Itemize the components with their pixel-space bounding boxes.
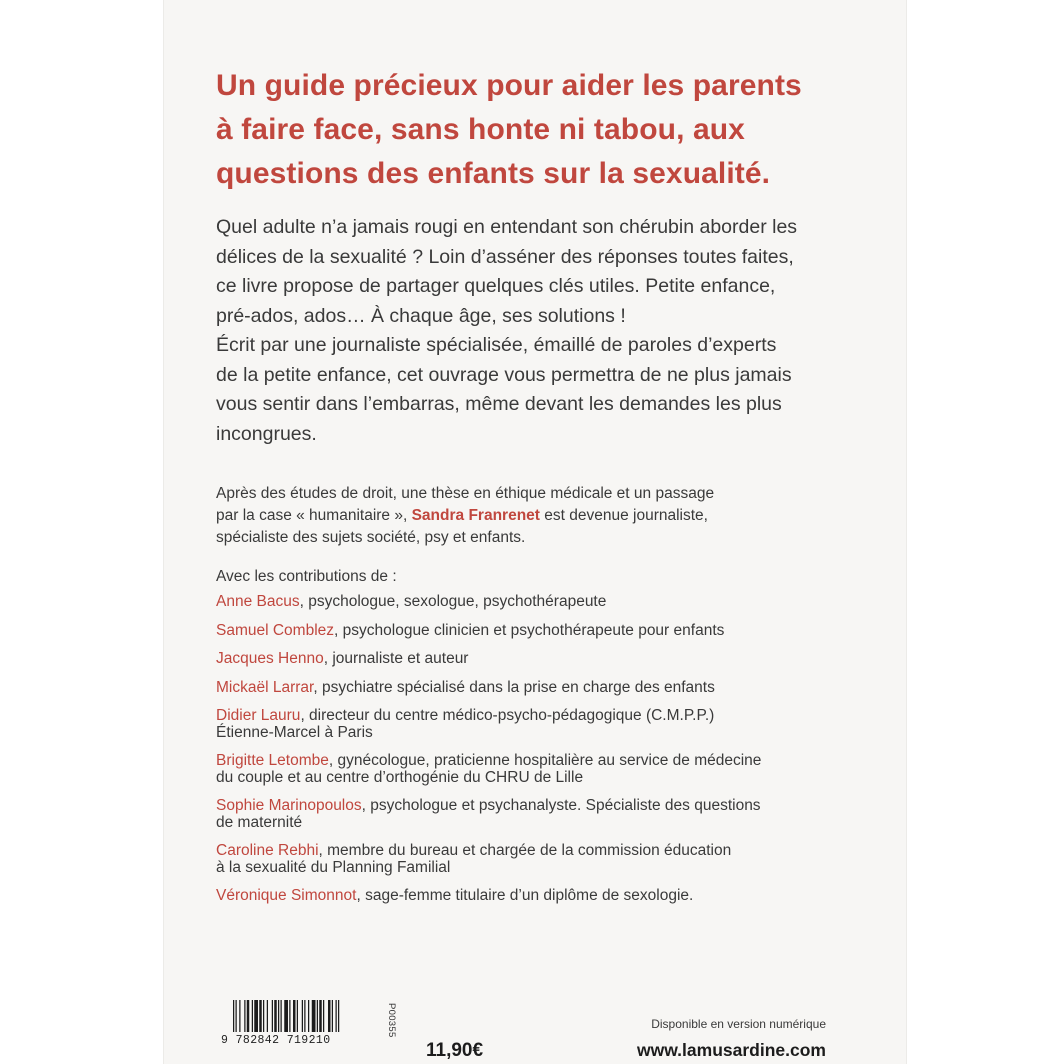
barcode-bar xyxy=(297,1000,298,1032)
contributor-item xyxy=(216,753,906,786)
barcode-bar xyxy=(247,1000,250,1032)
tagline xyxy=(216,64,896,196)
contributor-name: Mickaël Larrar xyxy=(216,678,314,696)
barcode-bar xyxy=(312,1000,316,1032)
contributor-item xyxy=(216,623,906,640)
intro-line: ce livre propose de partager quelques clés utiles. Petite enfance, xyxy=(216,275,776,297)
author-bio-text: par la case « humanitaire », xyxy=(216,507,412,524)
barcode-bar xyxy=(308,1000,309,1032)
barcode-bar xyxy=(239,1000,240,1032)
publisher-website: www.lamusardine.com xyxy=(637,1040,826,1060)
barcode-bar xyxy=(252,1000,253,1032)
barcode-bar xyxy=(281,1000,282,1032)
contributor-role: à la sexualité du Planning Familial xyxy=(216,858,451,876)
contributor-role: , journaliste et auteur xyxy=(323,650,469,667)
barcode-bar xyxy=(272,1000,273,1032)
isbn-digits: 9 782842 719210 xyxy=(221,1034,331,1047)
barcode-bar xyxy=(278,1000,279,1032)
contributor-role: , gynécologue, praticienne hospitalière au service de médecine xyxy=(328,752,762,769)
intro-line: Quel adulte n’a jamais rougi en entendant son chérubin aborder les xyxy=(216,216,798,238)
contributor-name: Brigitte Letombe xyxy=(216,752,329,769)
contributors-list xyxy=(216,594,906,917)
contributor-role: , directeur du centre médico-psycho-pédagogique (C.M.P.P.) xyxy=(300,707,715,724)
author-bio-line xyxy=(216,505,896,527)
contributor-line xyxy=(216,680,906,697)
barcode-bar xyxy=(274,1000,277,1032)
contributor-role: Étienne-Marcel à Paris xyxy=(216,723,373,741)
intro-line: de la petite enfance, cet ouvrage vous permettra de ne plus jamais xyxy=(216,363,792,386)
barcode-bar xyxy=(293,1000,296,1032)
intro-paragraph xyxy=(216,213,896,449)
intro-line: vous sentir dans l’embarras, même devant les demandes les plus xyxy=(216,393,782,415)
contributor-name: Didier Lauru xyxy=(216,707,301,724)
intro-line: pré-ados, ados… À chaque âge, ses solutions ! xyxy=(216,304,626,327)
digital-version-note: Disponible en version numérique xyxy=(651,1017,826,1031)
barcode-bar xyxy=(317,1000,318,1032)
contributor-line xyxy=(216,708,906,725)
contributor-item xyxy=(216,680,906,697)
contributor-line xyxy=(216,860,906,877)
contributor-name: Samuel Comblez xyxy=(216,621,335,639)
author-bio-line: Après des études de droit, une thèse en éthique médicale et un passage xyxy=(216,485,715,502)
contributor-line xyxy=(216,651,906,668)
contributions-heading: Avec les contributions de : xyxy=(216,568,397,585)
contributor-role: , psychologue et psychanalyste. Spécialiste des questions xyxy=(361,797,761,814)
contributor-item xyxy=(216,708,906,741)
barcode-bar xyxy=(338,1000,339,1032)
barcode-bar xyxy=(236,1000,237,1032)
barcode-bar xyxy=(336,1000,337,1032)
contributor-name: Véronique Simonnot xyxy=(216,887,357,904)
contributor-role: , sage-femme titulaire d’un diplôme de sexologie. xyxy=(356,887,694,904)
contributor-name: Sophie Marinopoulos xyxy=(216,797,362,814)
contributor-line xyxy=(216,623,906,640)
contributor-line xyxy=(216,888,906,905)
tagline-line: Un guide précieux pour aider les parents xyxy=(216,69,802,102)
contributor-item xyxy=(216,594,906,611)
contributor-line xyxy=(216,843,906,860)
barcode-bar xyxy=(302,1000,303,1032)
contributor-line xyxy=(216,798,906,815)
barcode xyxy=(221,1000,396,1062)
contributor-name: Anne Bacus xyxy=(216,593,300,610)
barcode-bar xyxy=(233,1000,234,1032)
author-name: Sandra Franrenet xyxy=(411,507,540,524)
barcode-bar xyxy=(254,1000,258,1032)
barcode-bar xyxy=(259,1000,262,1032)
barcode-bar xyxy=(263,1000,264,1032)
barcode-bar xyxy=(244,1000,245,1032)
contributor-line xyxy=(216,725,906,742)
contributor-line xyxy=(216,770,906,787)
author-bio-text: est devenue journaliste, xyxy=(539,507,708,524)
contributor-line xyxy=(216,815,906,832)
contributor-line xyxy=(216,753,906,770)
tagline-line: à faire face, sans honte ni tabou, aux xyxy=(216,113,745,146)
barcode-bar xyxy=(289,1000,290,1032)
contributor-role: du couple et au centre d’orthogénie du CHRU de Lille xyxy=(216,768,584,786)
reference-code: P00355 xyxy=(386,1003,397,1038)
barcode-bars xyxy=(231,1000,381,1034)
barcode-bar xyxy=(328,1000,331,1032)
contributor-item xyxy=(216,651,906,668)
barcode-bar xyxy=(267,1000,268,1032)
contributor-name: Jacques Henno xyxy=(216,650,324,667)
contributor-role: , membre du bureau et chargée de la commission éducation xyxy=(318,842,732,859)
contributor-item xyxy=(216,843,906,876)
intro-line: délices de la sexualité ? Loin d’asséner des réponses toutes faites, xyxy=(216,245,794,268)
intro-line: Écrit par une journaliste spécialisée, émaillé de paroles d’experts xyxy=(216,334,777,356)
barcode-bar xyxy=(323,1000,324,1032)
contributor-line xyxy=(216,594,906,611)
contributor-role: , psychologue clinicien et psychothérapeute pour enfants xyxy=(334,621,725,639)
author-bio xyxy=(216,483,896,549)
contributor-role: de maternité xyxy=(216,813,303,831)
contributor-role: , psychologue, sexologue, psychothérapeute xyxy=(299,593,607,610)
contributor-item xyxy=(216,798,906,831)
price: 11,90€ xyxy=(426,1040,484,1061)
tagline-line: questions des enfants sur la sexualité. xyxy=(216,157,771,190)
contributor-name: Caroline Rebhi xyxy=(216,842,319,859)
barcode-bar xyxy=(332,1000,333,1032)
barcode-bar xyxy=(304,1000,305,1032)
intro-line: incongrues. xyxy=(216,422,317,445)
author-bio-line: spécialiste des sujets société, psy et enfants. xyxy=(216,529,526,546)
barcode-bar xyxy=(319,1000,322,1032)
contributor-item xyxy=(216,888,906,905)
barcode-bar xyxy=(284,1000,288,1032)
book-back-cover xyxy=(163,0,907,1064)
contributor-role: , psychiatre spécialisé dans la prise en charge des enfants xyxy=(313,678,715,696)
